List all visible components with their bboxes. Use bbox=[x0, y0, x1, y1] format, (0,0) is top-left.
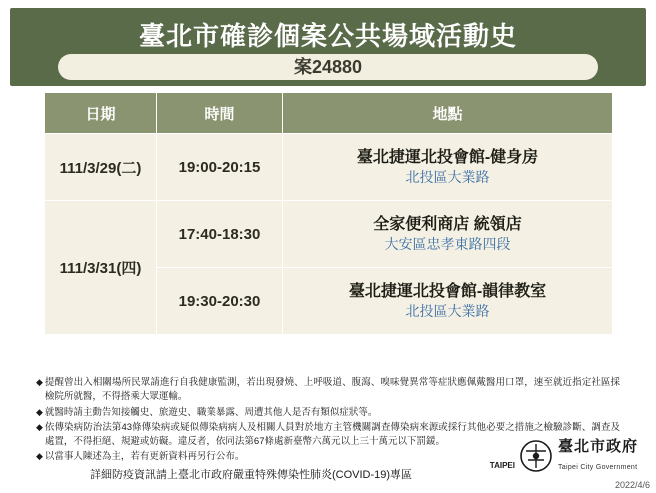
diamond-bullet-icon: ◆ bbox=[36, 406, 43, 417]
activity-history-table bbox=[44, 92, 613, 335]
place-name: 臺北捷運北投會館-韻律教室 bbox=[348, 282, 547, 300]
column-header-date: 日期 bbox=[45, 93, 157, 134]
place-name: 全家便利商店 統領店 bbox=[373, 215, 522, 233]
diamond-bullet-icon: ◆ bbox=[36, 451, 43, 462]
table-head bbox=[45, 93, 613, 134]
covid-hotline-text: 詳細防疫資訊請上臺北市政府嚴重特殊傳染性肺炎(COVID-19)專區 bbox=[89, 469, 413, 481]
taipei-city-emblem-icon bbox=[519, 439, 553, 473]
place-address: 大安區忠孝東路四段 bbox=[384, 236, 511, 253]
cell-time: 17:40-18:30 bbox=[157, 201, 283, 268]
date-stamp: 2022/4/6 bbox=[614, 480, 650, 490]
table-body bbox=[45, 134, 613, 335]
cell-place bbox=[283, 201, 613, 268]
column-header-time: 時間 bbox=[157, 93, 283, 134]
logo-text-block bbox=[558, 438, 638, 474]
note-text: 以當事人陳述為主，若有更新資料再另行公布。 bbox=[44, 451, 245, 463]
table-row bbox=[45, 134, 613, 201]
table-row bbox=[45, 201, 613, 268]
column-header-place: 地點 bbox=[283, 93, 613, 134]
case-number-label: 案24880 bbox=[293, 57, 363, 77]
place-address: 北投區大業路 bbox=[405, 169, 490, 186]
note-text: 就醫時請主動告知接觸史、旅遊史、職業暴露、周遭其他人是否有類似症狀等。 bbox=[44, 406, 378, 418]
note-text: 提醒曾出入相關場所民眾請進行自我健康監測，若出現發燒、上呼吸道、腹瀉、嗅味覺異常等症狀應佩戴醫用口罩，速至就近指定社區採檢院所就醫，不得搭乘大眾運輸。 bbox=[44, 377, 620, 403]
cell-date: 111/3/29(二) bbox=[45, 134, 157, 201]
cell-place bbox=[283, 268, 613, 335]
cell-time: 19:30-20:30 bbox=[157, 268, 283, 335]
logo-text-english: Taipei City Government bbox=[557, 464, 638, 471]
page-title: 臺北市確診個案公共場域活動史 bbox=[138, 21, 517, 51]
place-name: 臺北捷運北投會館-健身房 bbox=[356, 148, 539, 166]
place-address: 北投區大業路 bbox=[405, 303, 490, 320]
taipei-city-government-logo bbox=[490, 438, 638, 474]
cell-time: 19:00-20:15 bbox=[157, 134, 283, 201]
note-text: 依傳染病防治法第43條傳染病或疑似傳染病病人及相關人員對於地方主管機關調查傳染病來源或採行其他必要之措施之檢驗診斷、調查及處置，不得拒絕、規避或妨礙。違反者，依同法第67條處新臺幣六萬元以上三十萬元以下罰鍰。 bbox=[44, 421, 620, 447]
logo-taipei-wordmark: TAIPEI bbox=[489, 461, 515, 470]
table-header-row bbox=[45, 93, 613, 134]
diamond-bullet-icon: ◆ bbox=[36, 421, 43, 432]
diamond-bullet-icon: ◆ bbox=[36, 377, 43, 387]
note-item bbox=[36, 406, 620, 420]
header-banner bbox=[10, 8, 646, 86]
logo-text-chinese: 臺北市政府 bbox=[557, 438, 638, 455]
case-number-pill bbox=[58, 54, 598, 80]
cell-place bbox=[283, 134, 613, 201]
cell-date: 111/3/31(四) bbox=[45, 201, 157, 335]
note-item bbox=[36, 376, 620, 405]
